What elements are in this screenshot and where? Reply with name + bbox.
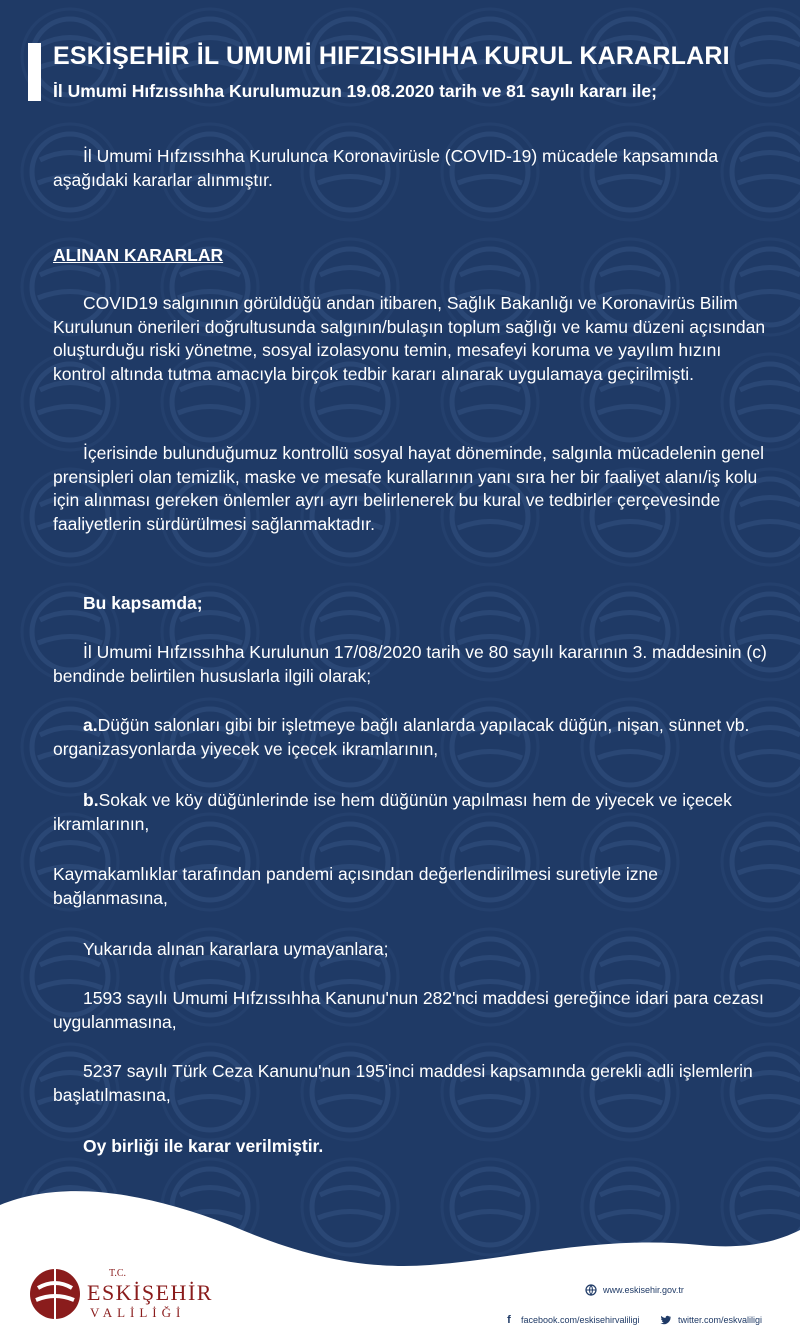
paragraph-1: COVID19 salgınının görüldüğü andan itibaren, Sağlık Bakanlığı ve Koronavirüs Bilim Kurulunun önerileri doğrultusunda salgının/bulaşın toplum sağlığı ve kamu düzeni açısından oluşturduğu riski yönetme, sosyal izolasyonu temin, mesafeyi koruma ve yayılım hızını kontrol altında tutma amacıyla birçok tedbir kararı alınarak uygulamaya geçirilmişti.	[53, 293, 766, 384]
paragraph-6: 1593 sayılı Umumi Hıfzıssıhha Kanunu'nun 282'nci maddesi gereğince idari para cezası uygulanmasına,	[53, 988, 764, 1032]
paragraph-7: 5237 sayılı Türk Ceza Kanunu'nun 195'inci maddesi kapsamında gerekli adli işlemlerin başlatılmasına,	[53, 1061, 753, 1105]
facebook-icon: f	[507, 1314, 511, 1326]
website-text: www.eskisehir.gov.tr	[603, 1285, 684, 1295]
item-a	[53, 714, 773, 761]
website-link[interactable]	[585, 1284, 684, 1296]
facebook-text: facebook.com/eskisehirvaliligi	[521, 1315, 640, 1325]
item-b	[53, 789, 773, 836]
item-a-text: Düğün salonları gibi bir işletmeye bağlı alanlarda yapılacak düğün, nişan, sünnet vb. organizasyonlarda yiyecek ve içecek ikramlarının,	[53, 715, 750, 759]
paragraph-2: İçerisinde bulunduğumuz kontrollü sosyal hayat döneminde, salgınla mücadelenin genel prensipleri olan temizlik, maske ve mesafe kurallarının yanı sıra her bir faaliyet alanı/iş kolu için alınması gereken önlemler ayrı ayrı belirlenerek bu kural ve tedbirler çerçevesinde faaliyetlerin sürdürülmesi sağlanmaktadır.	[53, 443, 764, 534]
closing-line: Oy birliği ile karar verilmiştir.	[83, 1136, 324, 1156]
item-b-label: b.	[83, 790, 99, 810]
logo-city-name: ESKİŞEHİR	[87, 1280, 213, 1305]
logo-governorship-label: VALİLİĞİ	[90, 1305, 186, 1320]
scope-heading: Bu kapsamda;	[83, 593, 203, 613]
paragraph-3: İl Umumi Hıfzıssıhha Kurulunun 17/08/2020 tarih ve 80 sayılı kararının 3. maddesinin (c) bendinde belirtilen hususlarla ilgili olarak;	[53, 642, 767, 686]
paragraph-5: Yukarıda alınan kararlara uymayanlara;	[83, 939, 389, 959]
twitter-link[interactable]	[660, 1314, 762, 1326]
header-accent-bar	[28, 43, 41, 101]
globe-icon	[585, 1284, 597, 1296]
logo-tc-label: T.C.	[109, 1268, 127, 1279]
item-a-label: a.	[83, 715, 98, 735]
page-title: ESKİŞEHİR İL UMUMİ HIFZISSIHHA KURUL KARARLARI	[53, 42, 730, 70]
twitter-icon	[660, 1314, 672, 1326]
paragraph-4: Kaymakamlıklar tarafından pandemi açısından değerlendirilmesi suretiyle izne bağlanmasına,	[53, 864, 659, 908]
intro-paragraph: İl Umumi Hıfzıssıhha Kurulunca Koronavirüsle (COVID-19) mücadele kapsamında aşağıdaki kararlar alınmıştır.	[53, 146, 719, 190]
page-subtitle: İl Umumi Hıfzıssıhha Kurulumuzun 19.08.2020 tarih ve 81 sayılı kararı ile;	[53, 81, 657, 101]
item-b-text: Sokak ve köy düğünlerinde ise hem düğünün yapılması hem de yiyecek ve içecek ikramlarının,	[53, 790, 732, 834]
section-heading: ALINAN KARARLAR	[53, 245, 224, 265]
twitter-text: twitter.com/eskvaliligi	[678, 1315, 763, 1325]
facebook-link[interactable]	[503, 1314, 640, 1326]
